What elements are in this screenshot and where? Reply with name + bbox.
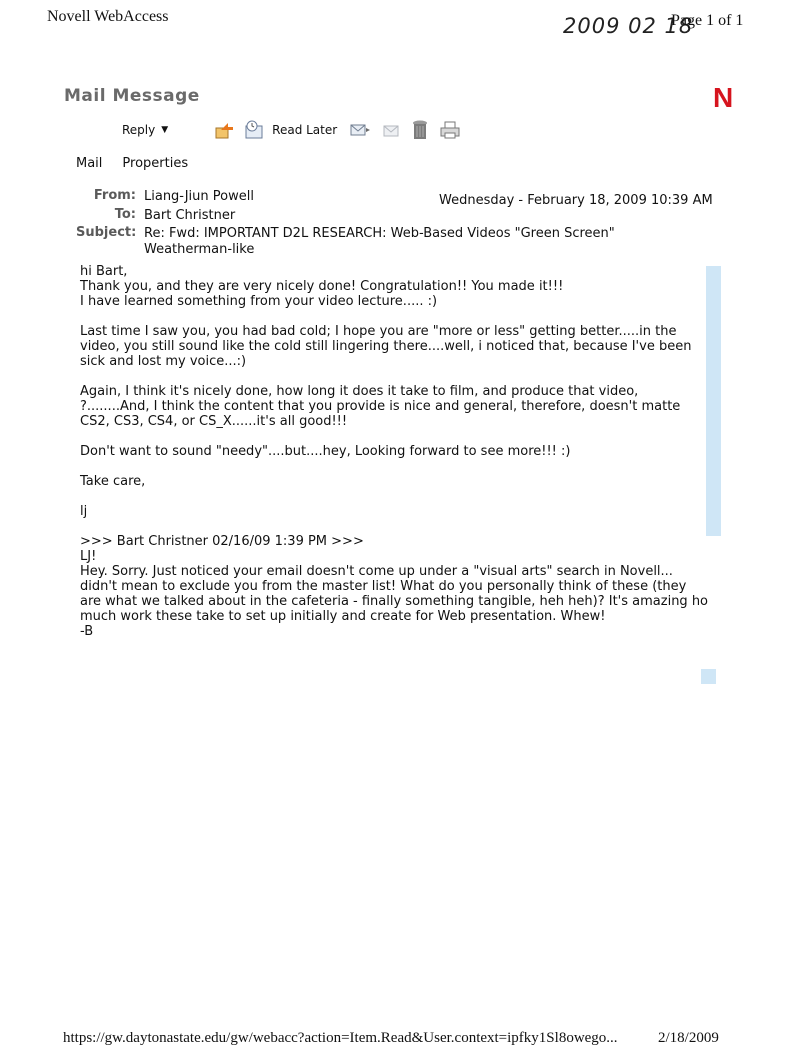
forward-icon[interactable] — [214, 120, 234, 140]
body-line: Thank you, and they are very nicely done! Congratulation!! You made it!!! — [80, 279, 564, 294]
quote-header: >>> Bart Christner 02/16/09 1:39 PM >>> — [80, 534, 364, 549]
body-paragraph: Don't want to sound "needy"....but....hey, Looking forward to see more!!! :) — [80, 444, 571, 459]
closing: Take care, — [80, 474, 146, 489]
read-later-icon — [244, 120, 266, 140]
print-app-name: Novell WebAccess — [47, 8, 169, 25]
window-title: Mail Message — [64, 86, 200, 106]
print-icon[interactable] — [439, 120, 461, 140]
tab-mail[interactable]: Mail — [76, 156, 103, 171]
body-paragraph: Last time I saw you, you had bad cold; I hope you are "more or less" getting better.....in the video, you still sound like the cold still lingering there....well, i noticed that, because I've been sick and lost my voice...:) — [80, 324, 692, 369]
trash-icon[interactable] — [411, 119, 429, 141]
from-label: From: — [93, 188, 136, 203]
message-date: Wednesday - February 18, 2009 10:39 AM — [439, 193, 713, 208]
accept-icon[interactable] — [381, 120, 401, 140]
subject-label: Subject: — [76, 225, 137, 240]
tab-properties[interactable]: Properties — [122, 156, 189, 171]
body-line: I have learned something from your video lecture..... :) — [80, 294, 438, 309]
chevron-down-icon[interactable]: ▼ — [161, 125, 169, 135]
scrollbar-thumb[interactable] — [701, 669, 716, 684]
page-number: Page 1 of 1 — [671, 12, 744, 29]
body-paragraph: Again, I think it's nicely done, how long it does it take to film, and produce that video, ?........And, I think the content that you provide is nice and general, therefore, doesn't matte CS2, CS3, CS4, or CS_X......it's all good!!! — [80, 384, 681, 429]
greeting: hi Bart, — [80, 264, 128, 279]
subject-text: Re: Fwd: IMPORTANT D2L RESEARCH: Web-Based Videos "Green Screen" Weatherman-like — [144, 226, 615, 257]
footer-url: https://gw.daytonastate.edu/gw/webacc?action=Item.Read&User.context=ipfky1Sl8owego... — [63, 1030, 618, 1046]
quote-sign: -B — [80, 624, 94, 639]
reply-label: Reply — [122, 123, 156, 137]
sender-name[interactable]: Liang-Jiun Powell — [144, 189, 254, 204]
message-tabs — [76, 156, 188, 171]
footer-date: 2/18/2009 — [658, 1030, 719, 1046]
mark-unread-icon[interactable] — [349, 120, 371, 140]
toolbar — [122, 118, 471, 142]
scrollbar-track[interactable] — [706, 266, 721, 536]
read-later-button[interactable] — [244, 120, 337, 140]
handwritten-date: 2009 02 18 — [563, 14, 694, 38]
novell-logo-icon: N — [713, 82, 734, 113]
reply-button[interactable] — [122, 123, 168, 137]
message-body — [80, 264, 710, 639]
signature: lj — [80, 504, 88, 519]
recipient-name[interactable]: Bart Christner — [144, 208, 236, 223]
read-later-label: Read Later — [272, 123, 338, 137]
quote-body: Hey. Sorry. Just noticed your email doesn't come up under a "visual arts" search in Novell... didn't mean to exclude you from the master list! What do you personally think of these (they are what we talked about in the cafeteria - finally something tangible, heh heh)? It's amazing ho much work these take to set up initially and create for Web presentation. Whew! — [80, 564, 709, 624]
quote-greeting: LJ! — [80, 549, 97, 564]
to-label: To: — [114, 207, 136, 222]
